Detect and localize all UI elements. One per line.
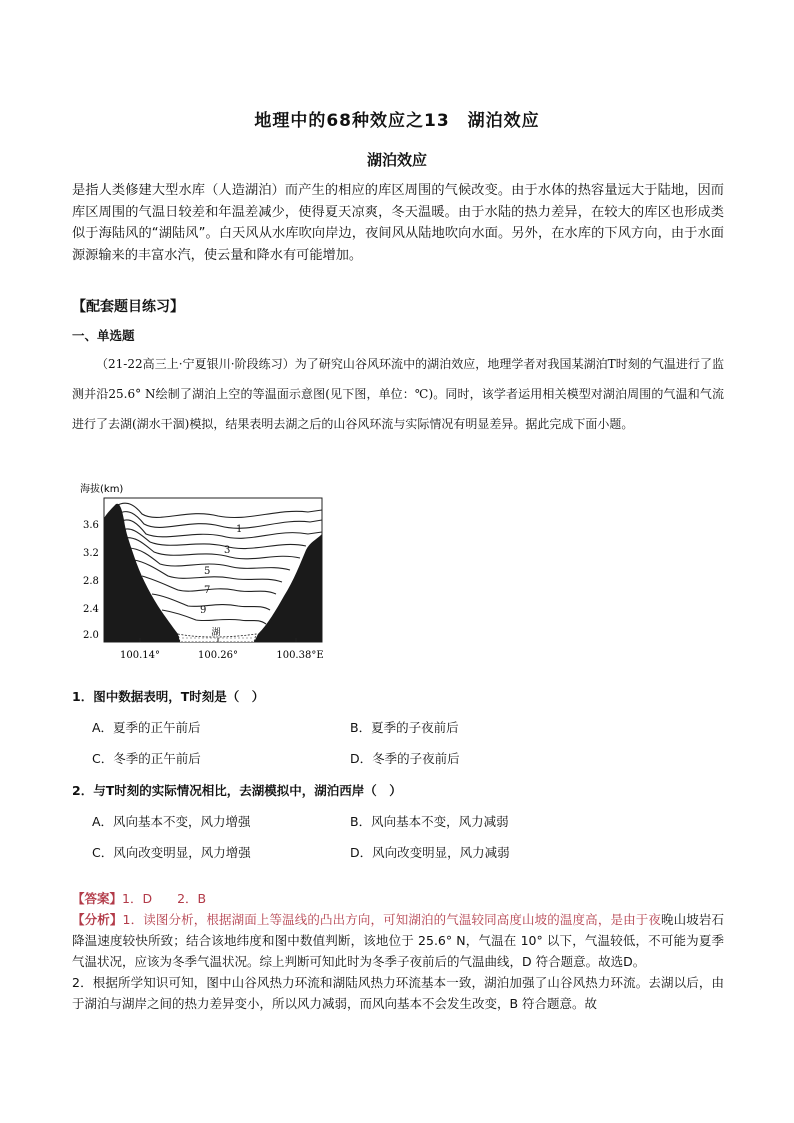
intro-paragraph: 是指人类修建大型水库（人造湖泊）而产生的相应的库区周围的气候改变。由于水体的热容量远大于陆地，因而库区周围的气温日较差和年温差减少，使得夏天凉爽，冬天温暖。由于水陆的热力差异，在较大的库区也形成类似于海陆风的“湖陆风”。白天风从水库吹向岸边，夜间风从陆地吹向水面。另外，在水库的下风方向，由于水面源源输来的丰富水汽，使云量和降水有可能增加。 bbox=[72, 183, 724, 263]
analysis-tag: 【分析】 bbox=[72, 912, 123, 927]
single-choice-heading: 一、单选题 bbox=[72, 328, 135, 343]
figure-ylabel: 海拔(km) bbox=[80, 484, 124, 495]
isotherm-figure bbox=[78, 478, 328, 670]
analysis-text: 晚山坡岩石降温速度较快所致；结合该地纬度和图中数值判断，该地位于 25.6° N，气温在 10° 以下，气温较低，不可能为夏季气温状况，应该为冬季气温状况。综上判断可知此时为冬季子夜前后的气温曲线，D 符合题意。故选D。 bbox=[72, 912, 724, 969]
y-tick-label: 3.6 bbox=[83, 520, 99, 531]
question-stem: （21-22高三上·宁夏银川·阶段练习）为了研究山谷风环流中的湖泊效应，地理学者对我国某湖泊T时刻的气温进行了监测并沿25.6° N绘制了湖泊上空的等温面示意图(见下图，单位：℃)。同时，该学者运用相关模型对湖泊周围的气温和气流进行了去湖(湖水干涸)模拟，结果表明去湖之后的山谷风环流与实际情况有明显差异。据此完成下面小题。 bbox=[72, 357, 724, 431]
contour-label: 1 bbox=[236, 524, 243, 535]
x-tick-label: 100.26° bbox=[198, 650, 238, 661]
question-1-option-a[interactable]: A．夏季的正午前后 bbox=[92, 720, 201, 735]
question-2-stem: 2．与T时刻的实际情况相比，去湖模拟中，湖泊西岸（ ） bbox=[72, 783, 402, 798]
question-1-option-b[interactable]: B．夏季的子夜前后 bbox=[350, 720, 459, 735]
analysis-block bbox=[72, 909, 724, 1014]
answer-line bbox=[72, 889, 206, 907]
question-2-option-d[interactable]: D．风向改变明显，风力减弱 bbox=[350, 845, 510, 860]
analysis-highlight: 1．读图分析，根据湖面上等温线的凸出方向，可知湖泊的气温较同高度山坡的温度高，是由于夜 bbox=[122, 912, 661, 927]
y-tick-label: 2.8 bbox=[83, 576, 99, 587]
question-2-option-b[interactable]: B．风向基本不变，风力减弱 bbox=[350, 814, 509, 829]
question-2-option-c[interactable]: C．风向改变明显，风力增强 bbox=[92, 845, 251, 860]
west-mountain bbox=[104, 504, 180, 642]
section-heading: 【配套题目练习】 bbox=[72, 299, 184, 315]
page-subtitle: 湖泊效应 bbox=[366, 151, 427, 169]
contour-label: 5 bbox=[204, 566, 211, 577]
analysis-paragraph-2: 2．根据所学知识可知，图中山谷风热力环流和湖陆风热力环流基本一致，湖泊加强了山谷风热力环流。去湖以后，由于湖泊与湖岸之间的热力差异变小，所以风力减弱，而风向基本不会发生改变，B 符合题意。故 bbox=[72, 975, 724, 1011]
answer-text: 1．D 2．B bbox=[122, 891, 207, 906]
east-mountain bbox=[254, 534, 322, 642]
question-1-option-d[interactable]: D．冬季的子夜前后 bbox=[350, 751, 460, 766]
question-1-option-c[interactable]: C．冬季的正午前后 bbox=[92, 751, 201, 766]
lake-label: 湖 bbox=[211, 628, 221, 638]
contour-label: 3 bbox=[224, 545, 231, 556]
question-2-option-a[interactable]: A．风向基本不变，风力增强 bbox=[92, 814, 251, 829]
contour-label: 7 bbox=[204, 585, 211, 596]
y-tick-label: 2.0 bbox=[83, 630, 99, 641]
x-tick-label: 100.14° bbox=[120, 650, 160, 661]
answer-tag: 【答案】 bbox=[72, 891, 123, 906]
question-1-stem: 1．图中数据表明，T时刻是（ ） bbox=[72, 689, 265, 704]
y-tick-label: 2.4 bbox=[83, 604, 99, 615]
page-title: 地理中的68种效应之13 湖泊效应 bbox=[254, 111, 540, 131]
x-tick-label: 100.38°E bbox=[276, 650, 324, 661]
y-tick-label: 3.2 bbox=[83, 548, 99, 559]
contour-label: 9 bbox=[200, 605, 207, 616]
analysis-paragraph-1 bbox=[72, 909, 724, 972]
